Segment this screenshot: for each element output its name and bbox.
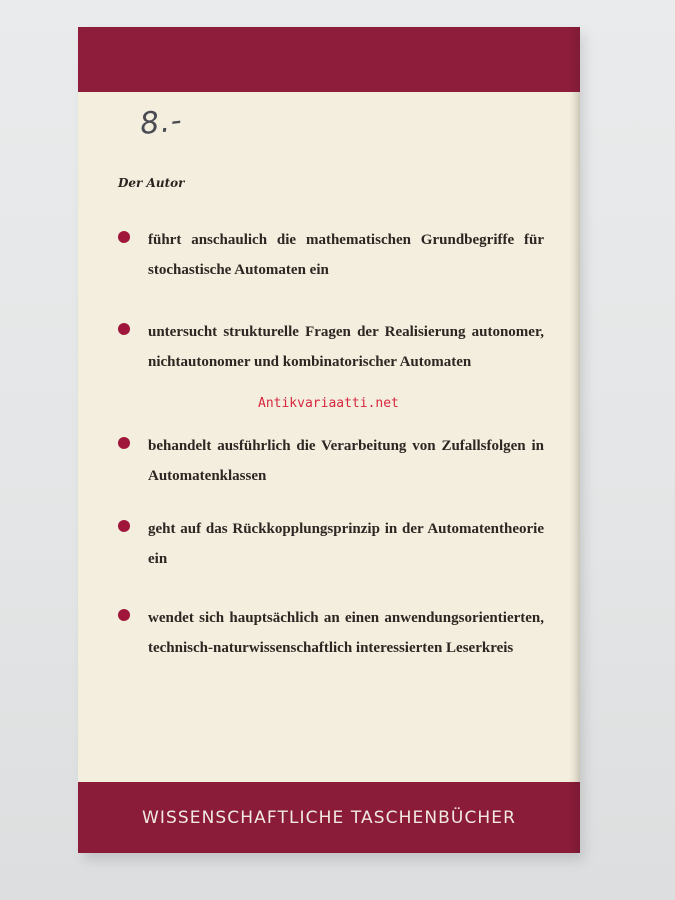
bullet-icon [118, 520, 130, 532]
book-back-cover [78, 27, 580, 853]
series-band [78, 782, 580, 853]
list-item-text: geht auf das Rückkopplungsprinzip in der Automatentheorie ein [148, 521, 544, 567]
list-item-text: wendet sich hauptsächlich an einen anwendungsorientierten, technisch-naturwissenschaftlich interessierten Leserkreis [148, 610, 544, 656]
bullet-icon [118, 231, 130, 243]
list-item-text: untersucht strukturelle Fragen der Realisierung autonomer, nichtautonomer und kombinatorischer Automaten [148, 324, 544, 370]
list-item-text: führt anschaulich die mathematischen Grundbegriffe für stochastische Automaten ein [148, 232, 544, 278]
handwritten-price: 8.- [138, 102, 185, 143]
top-color-band [78, 27, 580, 92]
watermark: Antikvariaatti.net [258, 396, 399, 411]
series-title: WISSENSCHAFTLICHE TASCHENBÜCHER [141, 807, 517, 828]
author-heading: Der Autor [118, 176, 185, 190]
bullet-icon [118, 323, 130, 335]
bullet-icon [118, 437, 130, 449]
cover-edge-shade [569, 27, 580, 853]
list-item-text: behandelt ausführlich die Verarbeitung von Zufallsfolgen in Automatenklassen [148, 438, 544, 484]
bullet-icon [118, 609, 130, 621]
